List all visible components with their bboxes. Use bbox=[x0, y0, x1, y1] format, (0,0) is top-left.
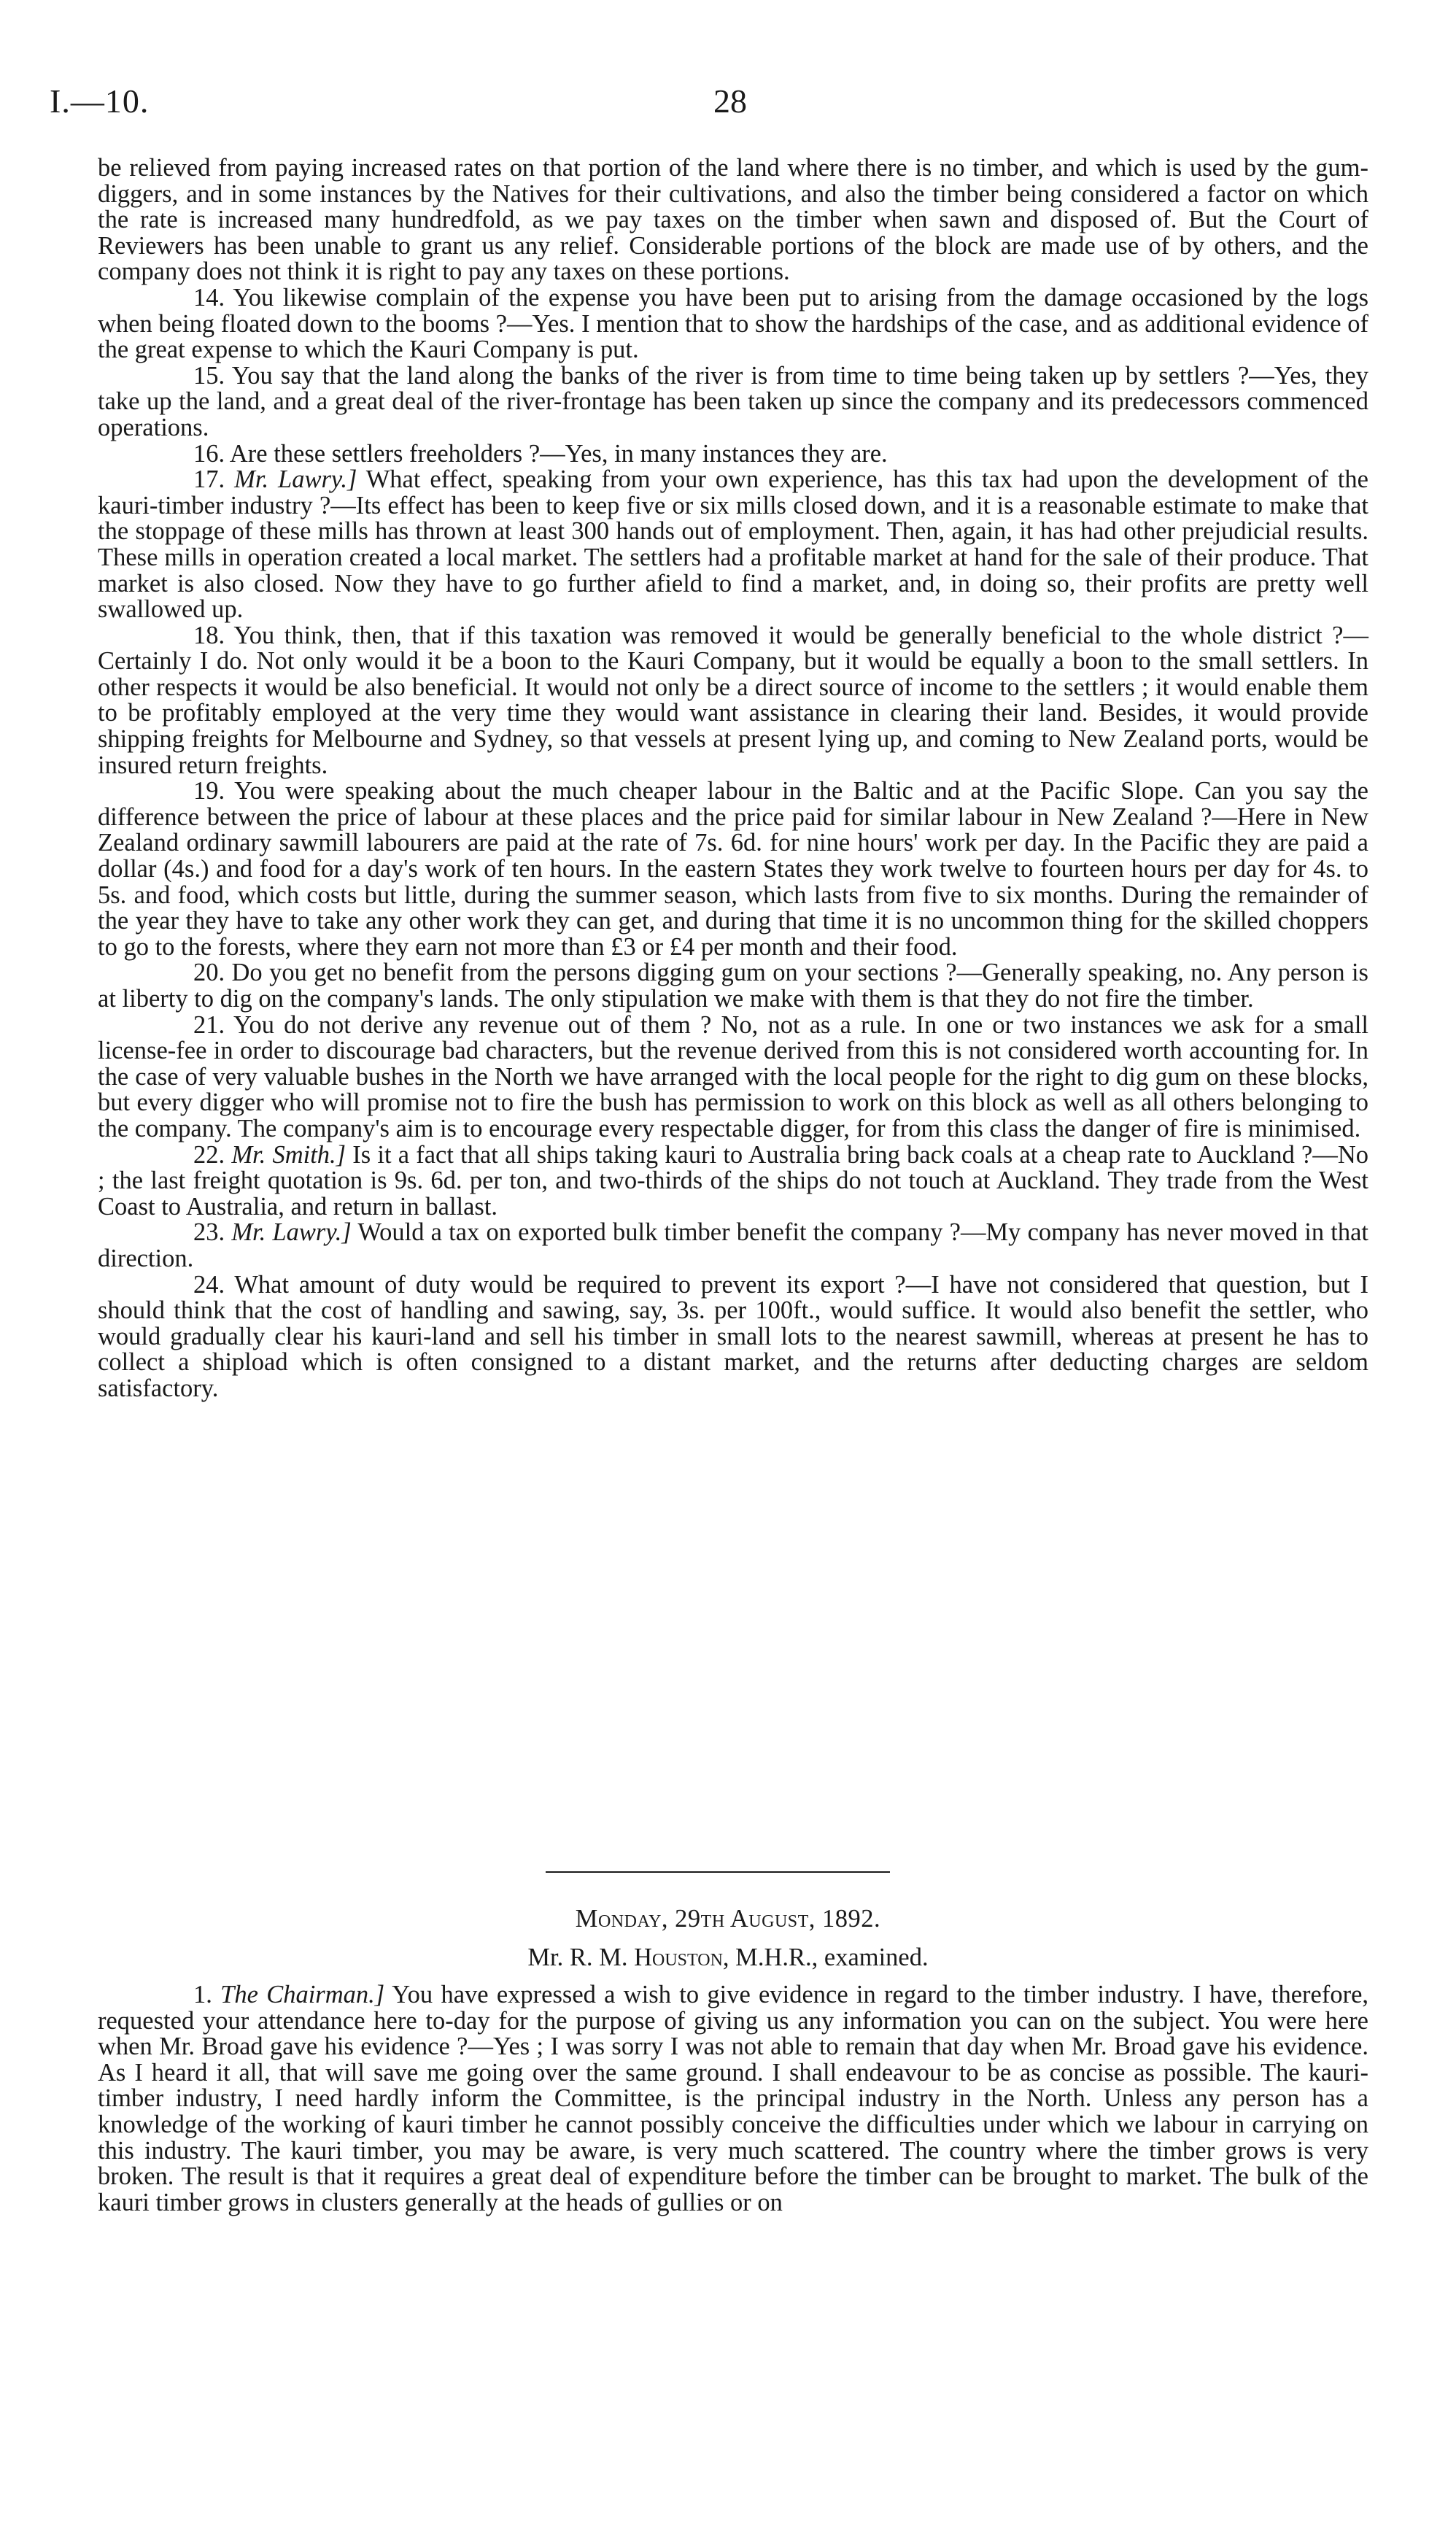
question-number: 1. bbox=[193, 1981, 212, 2008]
speaker: Mr. Smith.] bbox=[231, 1140, 346, 1169]
section-divider bbox=[546, 1871, 890, 1873]
witness-name: Houston bbox=[634, 1944, 723, 1971]
paragraph-text: What effect, speaking from your own experience, has this tax had upon the development of the kauri-timber industry ?—Its effect has been to keep five or six mills closed down, and it is a reasonable estimate to make that the stoppage of these mills has thrown at least 300 hands out of employment. Then, again, it has had other prejudicial results. These mills in operation created a local market. The settlers had a profitable market at hand for the sale of their produce. That market is also closed. Now they have to go further afield to find a market, and, in doing so, their profits are pretty well swallowed up. bbox=[98, 465, 1368, 624]
paragraph bbox=[98, 1142, 1368, 1221]
question-number: 17. bbox=[193, 465, 225, 494]
evidence-text-continued bbox=[98, 1982, 1368, 2216]
paragraph: 14. You likewise complain of the expense you have been put to arising from the damage occasioned by the logs when being floated down to the booms ?—Yes. I mention that to show the hardships of the case, and as additional evidence of the great expense to which the Kauri Company is put. bbox=[98, 283, 1368, 364]
paragraph bbox=[98, 467, 1368, 623]
paragraph: 18. You think, then, that if this taxation was removed it would be generally beneficial to the whole district ?—Certainly I do. Not only would it be a boon to the Kauri Company, but it would be equally a boon to the small settlers. In other respects it would be also beneficial. It would not only be a direct source of income to the settlers ; it would enable them to be profitably employed at the very time they would want assistance in clearing their land. Besides, it would provide shipping freights for Melbourne and Sydney, so that vessels at present lying up, and coming to New Zealand ports, would be insured return freights. bbox=[98, 621, 1368, 779]
paragraph: 24. What amount of duty would be required to prevent its export ?—I have not considered that question, but I should think that the cost of handling and sawing, say, 3s. per 100ft., would suffice. It would also benefit the settler, who would gradually clear his kauri-land and sell his timber in small lots to the nearest sawmill, whereas at present he has to collect a shipload which is often consigned to a distant market, and the returns after deducting charges are seldom satisfactory. bbox=[98, 1270, 1368, 1402]
paragraph bbox=[98, 1982, 1368, 2216]
paragraph bbox=[98, 1220, 1368, 1272]
page-header bbox=[0, 82, 1456, 133]
speaker: Mr. Lawry.] bbox=[231, 1218, 352, 1247]
page-number: 28 bbox=[713, 82, 747, 120]
paragraph-text: You have expressed a wish to give evidence in regard to the timber industry. I have, therefore, requested your attendance here to-day for the purpose of giving us any information you can on the subject. You were here when Mr. Broad gave his evidence ?—Yes ; I was sorry I was not able to remain that day when Mr. Broad gave his evidence. As I heard it all, that will save me going over the same ground. I shall endeavour to be as concise as possible. The kauri-timber industry, I need hardly inform the Committee, is the principal industry in the North. Unless any person has a knowledge of the working of kauri timber he cannot possibly conceive the difficulties under which we labour in carrying on this industry. The kauri timber, you may be aware, is very much scattered. The country where the timber grows is very broken. The result is that it requires a great deal of expenditure before the timber can be brought to market. The bulk of the kauri timber grows in clusters generally at the heads of gullies or on bbox=[98, 1981, 1369, 2216]
paragraph: be relieved from paying increased rates on that portion of the land where there is no timber, and which is used by the gum-diggers, and in some instances by the Natives for their cultivations, and also the timber being considered a factor on which the rate is increased many hundredfold, as we pay taxes on the timber when sawn and disposed of. But the Court of Reviewers has been unable to grant us any relief. Considerable portions of the block are made use of by others, and the company does not think it is right to pay any taxes on these portions. bbox=[98, 154, 1368, 286]
witness-prefix: Mr. R. M. bbox=[527, 1944, 635, 1971]
paragraph-text: Would a tax on exported bulk timber benefit the company ?—My company has never moved in that direction. bbox=[98, 1218, 1369, 1272]
paragraph-text: Is it a fact that all ships taking kauri to Australia bring back coals at a cheap rate to Auckland ?—No ; the last freight quotation is 9s. 6d. per ton, and two-thirds of the ships do not touch at Auckland. They trade from the West Coast to Australia, and return in ballast. bbox=[98, 1140, 1369, 1221]
paragraph: 20. Do you get no benefit from the persons digging gum on your sections ?—Generally speaking, no. Any person is at liberty to dig on the company's lands. The only stipulation we make with them is that they do not fire the timber. bbox=[98, 959, 1368, 1013]
paragraph: 19. You were speaking about the much cheaper labour in the Baltic and at the Pacific Slope. Can you say the difference between the price of labour at these places and the price paid for similar labour in New Zealand ?—Here in New Zealand ordinary sawmill labourers are paid at the rate of 7s. 6d. for nine hours' work per day. In the Pacific they are paid a dollar (4s.) and food for a day's work of ten hours. In the eastern States they work twelve to fourteen hours per day for 4s. to 5s. and food, which costs but little, during the summer season, which lasts from five to six months. During the remainder of the year they have to take any other work they can get, and during that time it is no uncommon thing for the skilled choppers to go to the forests, where they earn not more than £3 or £4 per month and their food. bbox=[98, 777, 1368, 961]
paragraph: 15. You say that the land along the banks of the river is from time to time being taken up by settlers ?—Yes, they take up the land, and a great deal of the river-frontage has been taken up since the company and its predecessors commenced operations. bbox=[98, 361, 1368, 441]
section-witness bbox=[0, 1943, 1456, 1972]
speaker: Mr. Lawry.] bbox=[234, 465, 357, 494]
section-date: Monday, 29th August, 1892. bbox=[575, 1905, 881, 1933]
paragraph: 21. You do not derive any revenue out of them ? No, not as a rule. In one or two instances we ask for a small license-fee in order to discourage bad characters, but the revenue derived from this is not considered worth accounting for. In the case of very valuable bushes in the North we have arranged with the local people for the right to dig gum on these blocks, but every digger who will promise not to fire the bush has permission to work on this block as well as all others belonging to the company. The company's aim is to encourage every respectable digger, for from this class the danger of fire is minimised. bbox=[98, 1010, 1368, 1142]
paper-reference: I.—10. bbox=[50, 82, 150, 120]
paragraph: 16. Are these settlers freeholders ?—Yes, in many instances they are. bbox=[193, 439, 888, 468]
evidence-text bbox=[98, 155, 1368, 1402]
witness-suffix: , M.H.R., examined. bbox=[722, 1944, 929, 1971]
speaker: The Chairman.] bbox=[220, 1981, 385, 2008]
question-number: 23. bbox=[193, 1218, 225, 1247]
question-number: 22. bbox=[193, 1140, 225, 1169]
